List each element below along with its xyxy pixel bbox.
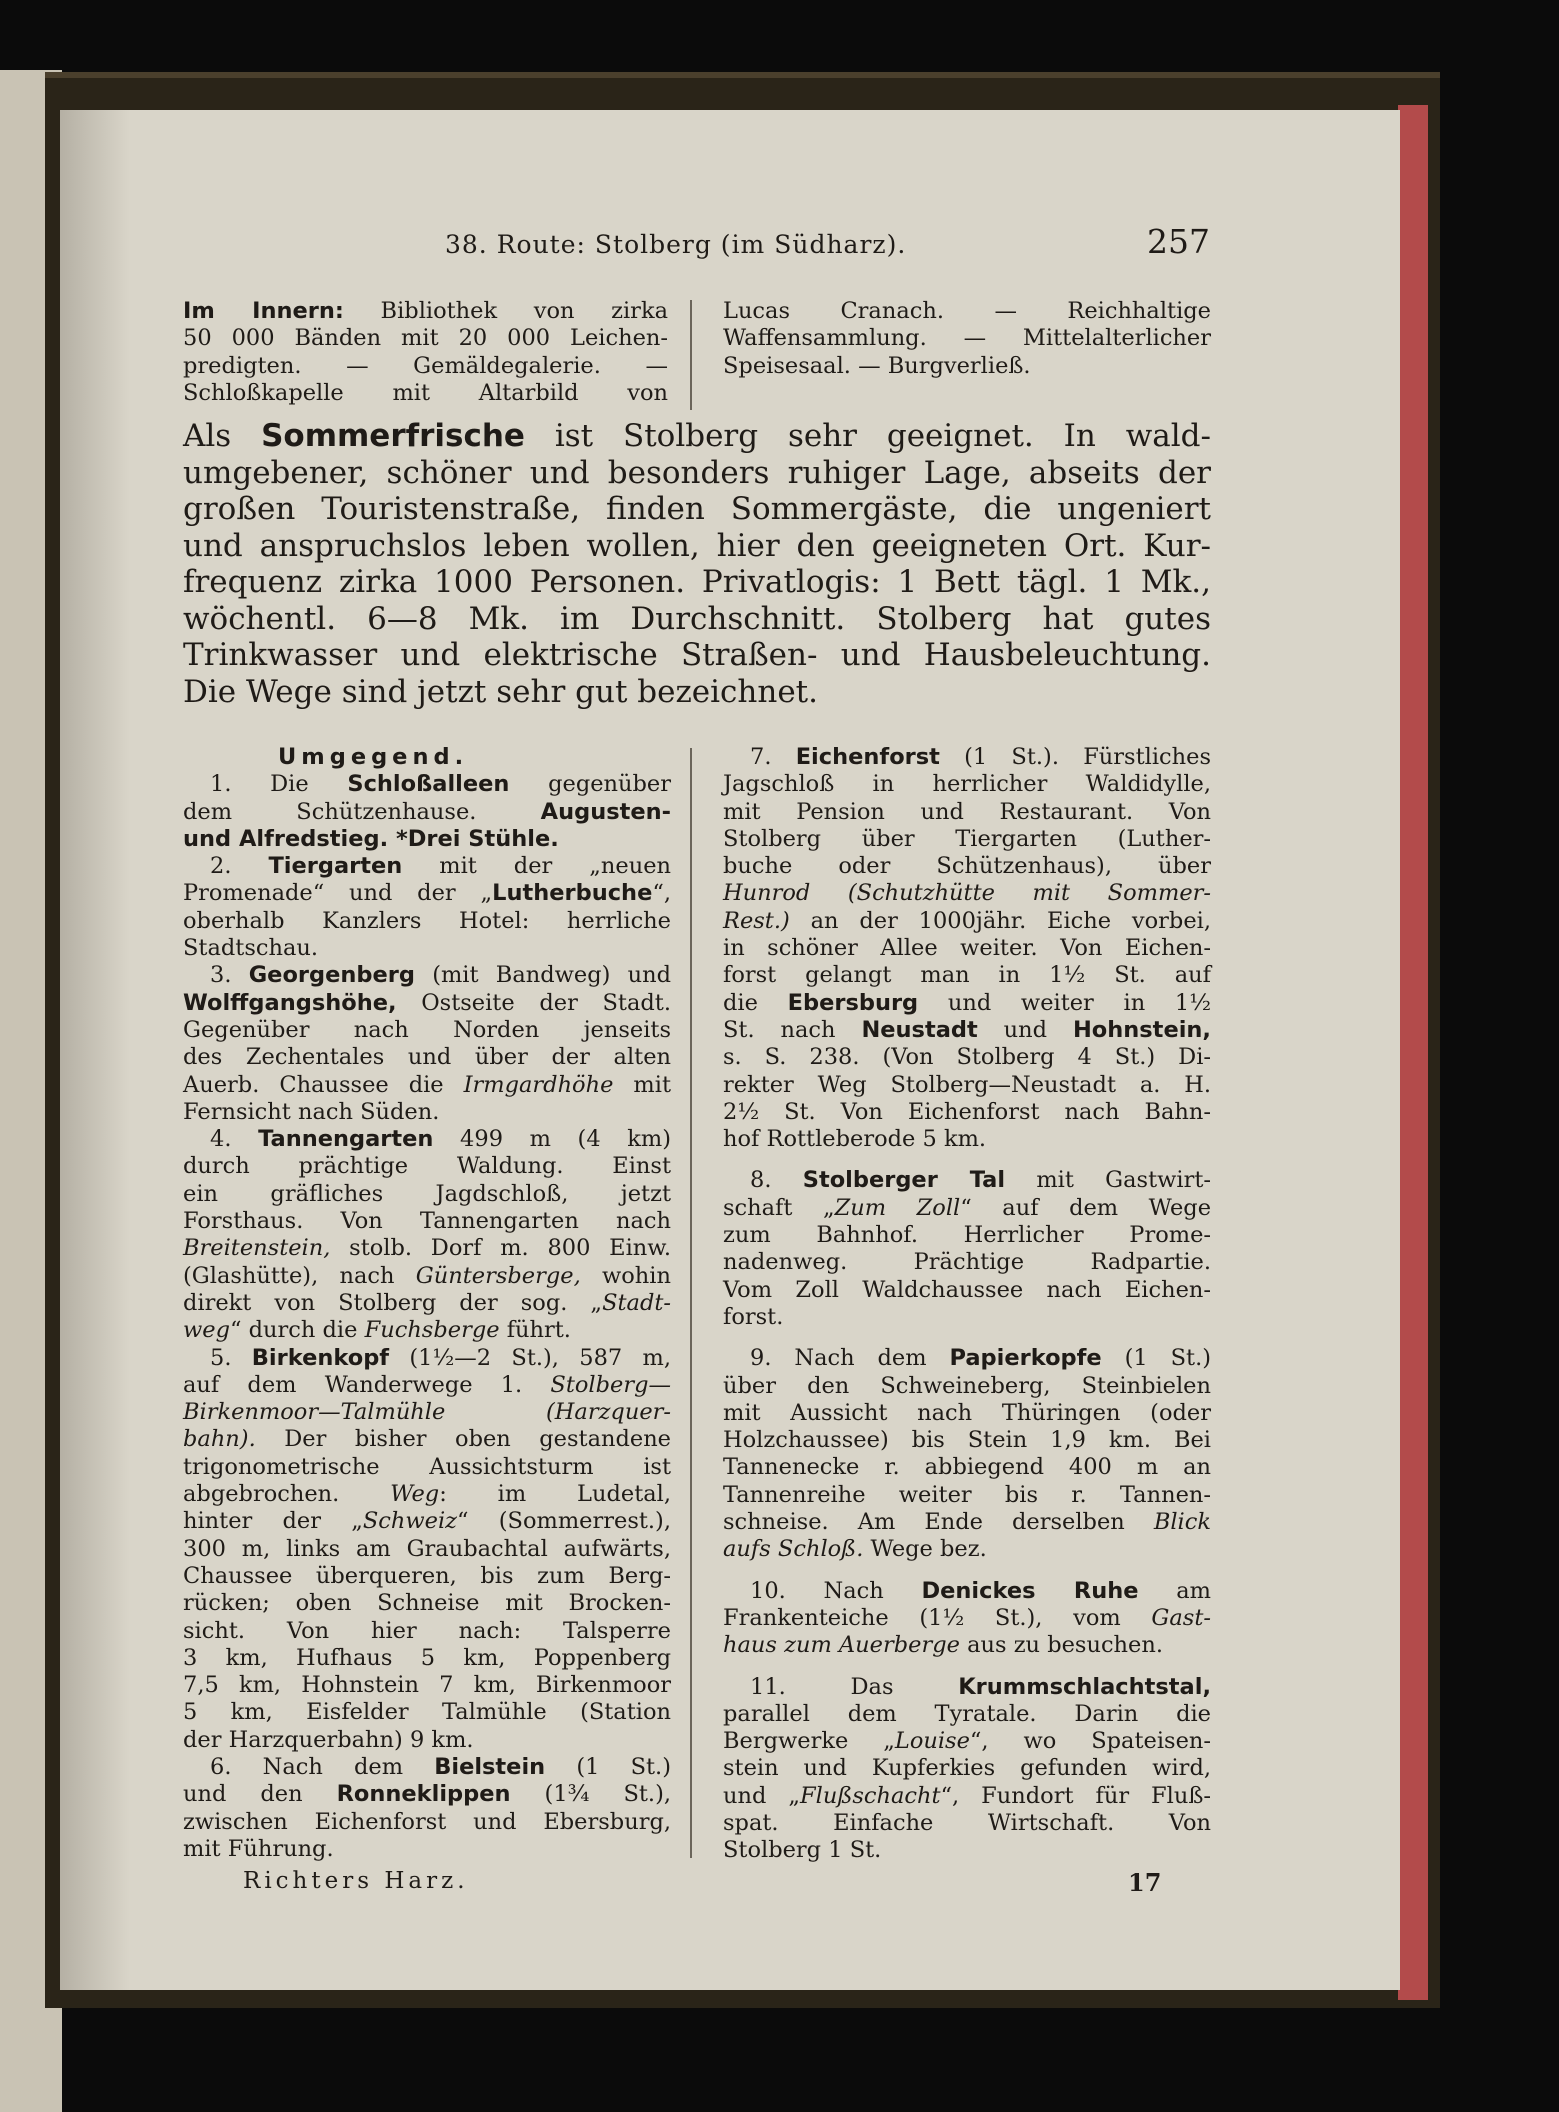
italic-text: Gast- <box>1151 1604 1211 1631</box>
line-text: oberhalb Kanzlers Hotel: herrliche <box>183 907 671 934</box>
right-column <box>723 744 1211 1865</box>
line-text: “, wo Spateisen- <box>969 1728 1211 1755</box>
line-text: Tannenreihe weiter bis r. Tannen- <box>723 1481 1211 1508</box>
top-left-column <box>183 298 668 407</box>
line-text: Frankenteiche (1½ St.), vom <box>723 1604 1152 1631</box>
text-line <box>183 1754 671 1781</box>
paragraph-line <box>183 674 1211 711</box>
line-text: stein und Kupferkies gefunden wird, <box>723 1755 1211 1782</box>
line-text: trigonometrische Aussichtsturm ist <box>183 1453 671 1480</box>
line-text: Stolberg über Tiergarten (Luther- <box>723 825 1211 852</box>
main-paragraph <box>183 418 1211 710</box>
text-line <box>723 880 1211 907</box>
line-text: wohin <box>580 1262 671 1289</box>
line-text: Vom Zoll Waldchaussee nach Eichen- <box>723 1276 1211 1303</box>
line-text: St. nach <box>723 1016 862 1043</box>
line-text: spat. Einfache Wirtschaft. Von <box>723 1809 1211 1836</box>
line-text: Die Wege sind jetzt sehr gut bezeichnet. <box>183 673 818 710</box>
italic-text: Weg <box>390 1481 440 1508</box>
text-line <box>183 1781 671 1808</box>
place-name: Papierkopfe <box>949 1345 1102 1372</box>
text-line <box>723 1783 1211 1810</box>
line-text: und <box>977 1016 1073 1043</box>
text-line <box>723 1044 1211 1071</box>
text-line <box>183 853 671 880</box>
text-line <box>183 1563 671 1590</box>
text-line <box>723 799 1211 826</box>
text-line <box>183 1426 671 1453</box>
lead-term: Im Innern: <box>183 298 344 324</box>
text-line <box>723 1837 1211 1864</box>
place-name: Eichenforst <box>795 744 940 770</box>
text-line <box>723 853 1211 880</box>
text-line <box>183 1290 671 1317</box>
line-text: mit <box>613 1071 671 1098</box>
line-text: 499 m (4 km) <box>433 1126 671 1153</box>
text-line <box>183 1317 671 1344</box>
line-text: Als <box>183 418 262 454</box>
line-text: hof Rottleberode 5 km. <box>723 1126 987 1153</box>
place-name: Neustadt <box>861 1016 978 1043</box>
line-text: 1. Die <box>210 771 348 798</box>
line-text: mit Aussicht nach Thüringen (oder <box>723 1399 1211 1426</box>
top-right-column <box>723 298 1211 380</box>
line-text: stolb. Dorf m. 800 Einw. <box>330 1235 671 1262</box>
line-text: Jagschloß in herrlicher Waldidylle, <box>723 771 1211 798</box>
line-text: rücken; oben Schneise mit Brocken- <box>183 1590 671 1617</box>
italic-text: Stolberg— <box>550 1371 671 1398</box>
place-name: Bielstein <box>434 1753 546 1780</box>
line-text: 300 m, links am Graubachtal aufwärts, <box>183 1535 671 1562</box>
page-gutter <box>60 110 130 1990</box>
text-line <box>723 1674 1211 1701</box>
text-line <box>183 1072 671 1099</box>
place-name: Tiergarten <box>268 853 403 880</box>
text-line <box>183 1017 671 1044</box>
text-line <box>183 1208 671 1235</box>
text-line <box>183 1508 671 1535</box>
highlight-term: Sommerfrische <box>261 418 525 454</box>
line-text: 4. <box>210 1126 259 1153</box>
text-line <box>183 1099 671 1126</box>
page-header <box>180 222 1210 262</box>
text-line <box>183 1672 671 1699</box>
line-text: (1 St.). Fürstliches <box>939 744 1211 770</box>
text-line <box>723 1017 1211 1044</box>
paragraph-line <box>183 601 1211 638</box>
text-line <box>183 990 671 1017</box>
line-text: mit Führung. <box>183 1835 334 1862</box>
line-text: 2. <box>210 853 269 880</box>
line-text: schneise. Am Ende derselben <box>723 1509 1154 1536</box>
line-text: umgebener, schöner und besonders ruhiger Lage, abseits der <box>183 454 1211 491</box>
line-text: über den Schweineberg, Steinbielen <box>723 1372 1211 1399</box>
line-text: “, <box>652 880 671 907</box>
page-edge-red <box>1398 105 1428 2000</box>
paragraph-line <box>183 491 1211 528</box>
paragraph-line <box>183 637 1211 674</box>
text-line <box>183 908 671 935</box>
text-line <box>183 1235 671 1262</box>
line-text: “ (Sommerrest.), <box>457 1508 671 1535</box>
text-line: Waffensammlung. — Mittelalterlicher <box>723 325 1211 352</box>
text-line <box>183 1126 671 1153</box>
line-text: und den <box>183 1781 337 1808</box>
text-line: Lucas Cranach. — Reichhaltige <box>723 298 1211 324</box>
text-line <box>723 1072 1211 1099</box>
text-line <box>723 826 1211 853</box>
line-text: schaft „ <box>723 1194 835 1221</box>
line-text: nadenweg. Prächtige Radpartie. <box>723 1249 1211 1276</box>
text-line <box>183 935 671 962</box>
paragraph-line <box>183 564 1211 601</box>
line-text: an der 1000jähr. Eiche vorbei, <box>789 907 1211 934</box>
text-line <box>723 1701 1211 1728</box>
italic-text: Hunrod (Schutzhütte mit Sommer- <box>723 880 1211 907</box>
running-head: 38. Route: Stolberg (im Südharz). <box>445 230 907 259</box>
line-text: ein gräfliches Jagdschloß, jetzt <box>183 1180 671 1207</box>
line-text: (mit Bandweg) und <box>414 962 672 989</box>
place-name: Schloßalleen <box>347 771 510 798</box>
paragraph-line <box>183 528 1211 565</box>
text-line <box>723 1249 1211 1276</box>
line-text: führt. <box>499 1317 571 1344</box>
text-line <box>183 880 671 907</box>
line-text: 3. <box>210 962 249 989</box>
line-text: (1 St.) <box>545 1753 671 1780</box>
line-text: und anspruchslos leben wollen, hier den geeigneten Ort. Kur- <box>183 527 1211 564</box>
line-text: 11. Das <box>750 1673 959 1700</box>
line-text: ist Stolberg sehr geeignet. In wald- <box>524 418 1211 454</box>
line-text: dem Schützenhause. <box>183 798 541 825</box>
line-text: 8. <box>750 1167 803 1194</box>
line-text: Chaussee überqueren, bis zum Berg- <box>183 1562 671 1589</box>
line-text: “ auf dem Wege <box>960 1194 1212 1221</box>
line-text: mit Pension und Restaurant. Von <box>723 798 1211 825</box>
text-line <box>723 1427 1211 1454</box>
text-line <box>183 826 671 853</box>
text-line <box>723 1400 1211 1427</box>
footer-signature: Richters Harz. <box>243 1868 469 1894</box>
column-rule-bottom <box>690 748 692 1858</box>
line-text: durch prächtige Waldung. Einst <box>183 1153 671 1180</box>
line-text: aus zu besuchen. <box>959 1632 1163 1659</box>
text-line <box>723 744 1211 771</box>
line-text: Der bisher oben gestandene <box>255 1426 671 1453</box>
line-text: Schloßkapelle mit Altarbild von <box>183 379 668 406</box>
line-text: großen Touristenstraße, finden Sommergäste, die ungeniert <box>183 491 1211 527</box>
place-name: Ronneklippen <box>336 1781 511 1808</box>
text-line <box>723 1578 1211 1605</box>
text-line <box>183 1618 671 1645</box>
text-line <box>183 1536 671 1563</box>
text-line <box>183 1590 671 1617</box>
line-text: und weiter in 1½ <box>918 989 1211 1016</box>
place-name: Georgenberg <box>248 962 415 989</box>
line-text: “, Fundort für Fluß- <box>940 1782 1211 1809</box>
place-name: Lutherbuche <box>492 880 653 907</box>
place-name: Krummschlachtstal, <box>958 1673 1211 1700</box>
text-line <box>723 1345 1211 1372</box>
italic-text: Fuchsberge <box>364 1317 500 1344</box>
line-text: wöchentl. 6—8 Mk. im Durchschnitt. Stolberg hat gutes <box>183 600 1211 637</box>
left-column <box>183 744 671 1863</box>
line-text: predigten. — Gemäldegalerie. — <box>183 352 668 379</box>
line-text: buche oder Schützenhaus), über <box>723 853 1211 880</box>
text-line <box>183 1481 671 1508</box>
line-text: Auerb. Chaussee die <box>183 1071 464 1098</box>
text-line <box>723 908 1211 935</box>
line-text: Gegenüber nach Norden jenseits <box>183 1016 671 1043</box>
text-line <box>183 1809 671 1836</box>
text-line <box>183 380 668 407</box>
line-text: und „ <box>723 1782 801 1809</box>
italic-text: Stadt- <box>602 1289 671 1316</box>
text-line <box>723 962 1211 989</box>
line-text: (Glashütte), nach <box>183 1262 416 1289</box>
text-line <box>723 1536 1211 1563</box>
text-line: Speisesaal. — Burgverließ. <box>723 352 1031 379</box>
italic-text: Flußschacht <box>800 1782 941 1809</box>
italic-text: Güntersberge, <box>415 1262 581 1289</box>
page-number: 257 <box>1147 222 1210 261</box>
text-line <box>723 1167 1211 1194</box>
place-name: und Alfredstieg. *Drei Stühle. <box>183 825 559 852</box>
place-name: Denickes Ruhe <box>921 1577 1139 1604</box>
line-text: der Harzquerbahn) 9 km. <box>183 1726 474 1753</box>
text-line <box>723 1810 1211 1837</box>
text-line <box>723 1195 1211 1222</box>
text-line <box>183 1454 671 1481</box>
line-text: Stadtschau. <box>183 935 319 962</box>
line-text: des Zechentales und über der alten <box>183 1044 671 1071</box>
line-text: forst. <box>723 1303 784 1330</box>
italic-text: haus zum Auerberge <box>723 1632 960 1659</box>
text-line <box>723 771 1211 798</box>
line-text: : im Ludetal, <box>439 1481 671 1508</box>
line-text: Ostseite der Stadt. <box>396 989 671 1016</box>
text-line <box>723 1099 1211 1126</box>
place-name: Stolberger Tal <box>802 1167 1006 1194</box>
text-line <box>183 962 671 989</box>
line-text: frequenz zirka 1000 Personen. Privatlogis: 1 Bett tägl. 1 Mk., <box>183 564 1211 600</box>
text-line <box>183 298 668 325</box>
line-text: 10. Nach <box>750 1577 922 1604</box>
paragraph-line <box>183 418 1211 455</box>
line-text: parallel dem Tyratale. Darin die <box>723 1700 1211 1727</box>
line-text: Stolberg 1 St. <box>723 1837 882 1864</box>
text-line <box>723 1126 1211 1153</box>
line-text: in schöner Allee weiter. Von Eichen- <box>723 935 1211 962</box>
line-text: die <box>723 989 788 1016</box>
italic-text: Schweiz <box>362 1508 458 1535</box>
place-name: Ebersburg <box>787 989 919 1016</box>
line-text: mit der „neuen <box>402 853 671 880</box>
line-text: 6. Nach dem <box>210 1753 435 1780</box>
place-name: Augusten- <box>540 798 671 825</box>
line-text: zwischen Eichenforst und Ebersburg, <box>183 1808 671 1835</box>
line-text: forst gelangt man in 1½ St. auf <box>723 962 1211 989</box>
line-text: Trinkwasser und elektrische Straßen- und Hausbeleuchtung. <box>183 637 1211 673</box>
line-text: rekter Weg Stolberg—Neustadt a. H. <box>723 1071 1211 1098</box>
italic-text: Irmgardhöhe <box>463 1071 614 1098</box>
text-line <box>723 1605 1211 1632</box>
italic-text: Louise <box>894 1728 970 1755</box>
footer-sheet-number: 17 <box>1128 1868 1162 1897</box>
text-line <box>183 1836 671 1863</box>
line-text: s. S. 238. (Von Stolberg 4 St.) Di- <box>723 1044 1211 1071</box>
italic-text: Birkenmoor—Talmühle (Harzquer- <box>183 1399 671 1426</box>
italic-text: Rest.) <box>723 907 790 934</box>
line-text: Holzchaussee) bis Stein 1,9 km. Bei <box>723 1427 1211 1454</box>
text-line <box>183 1181 671 1208</box>
line-text: hinter der „ <box>183 1508 363 1535</box>
text-line <box>183 1645 671 1672</box>
text-line <box>723 1728 1211 1755</box>
line-text: 7. <box>750 744 796 770</box>
italic-text: bahn). <box>183 1426 256 1453</box>
text-line <box>183 771 671 798</box>
line-text: am <box>1138 1577 1211 1604</box>
text-line <box>183 1044 671 1071</box>
line-text: 2½ St. Von Eichenforst nach Bahn- <box>723 1098 1211 1125</box>
line-text: 50 000 Bänden mit 20 000 Leichen- <box>183 325 668 352</box>
text-line <box>723 1755 1211 1782</box>
text-line <box>723 935 1211 962</box>
line-text: Promenade“ und der „ <box>183 880 493 907</box>
place-name: Birkenkopf <box>251 1344 390 1371</box>
italic-text: Breitenstein, <box>183 1235 331 1262</box>
line-text: sicht. Von hier nach: Talsperre <box>183 1617 671 1644</box>
line-text: 3 km, Hufhaus 5 km, Poppenberg <box>183 1644 671 1671</box>
italic-text: weg <box>183 1317 230 1344</box>
line-text: Wege bez. <box>863 1536 987 1563</box>
line-text: abgebrochen. <box>183 1481 391 1508</box>
text-line <box>183 799 671 826</box>
text-line <box>183 1399 671 1426</box>
line-text: 9. Nach dem <box>750 1345 950 1372</box>
text-line <box>183 1153 671 1180</box>
text-line <box>723 1277 1211 1304</box>
line-text: Fernsicht nach Süden. <box>183 1098 440 1125</box>
italic-text: Blick <box>1153 1509 1211 1536</box>
text-line <box>723 990 1211 1017</box>
line-text: (1¾ St.), <box>510 1781 671 1808</box>
text-line <box>723 1373 1211 1400</box>
paragraph-line <box>183 455 1211 492</box>
text-line <box>183 353 668 380</box>
line-text: mit Gastwirt- <box>1005 1167 1211 1194</box>
text-line <box>723 1632 1211 1659</box>
line-text: direkt von Stolberg der sog. „ <box>183 1289 603 1316</box>
line-text: gegenüber <box>509 771 672 798</box>
line-text: Bibliothek von zirka <box>343 298 668 324</box>
column-rule-top <box>690 300 692 410</box>
italic-text: aufs Schloß. <box>723 1536 864 1563</box>
text-line <box>723 1482 1211 1509</box>
line-text: auf dem Wanderwege 1. <box>183 1371 551 1398</box>
text-line <box>183 1727 671 1754</box>
text-line <box>723 1222 1211 1249</box>
text-line <box>183 325 668 352</box>
text-line <box>723 1454 1211 1481</box>
text-line <box>183 1372 671 1399</box>
text-line <box>183 1263 671 1290</box>
text-line <box>183 1345 671 1372</box>
place-name: Tannengarten <box>258 1126 434 1153</box>
place-name: Wolffgangshöhe, <box>183 989 397 1016</box>
line-text: (1 St.) <box>1101 1345 1211 1372</box>
line-text: Tannenecke r. abbiegend 400 m an <box>723 1454 1211 1481</box>
line-text: Bergwerke „ <box>723 1728 895 1755</box>
line-text: 5 km, Eisfelder Talmühle (Station <box>183 1699 671 1726</box>
text-line <box>723 1304 1211 1331</box>
line-text: 5. <box>210 1344 252 1371</box>
line-text: “ durch die <box>229 1317 365 1344</box>
line-text: Forsthaus. Von Tannengarten nach <box>183 1208 671 1235</box>
line-text: (1½—2 St.), 587 m, <box>389 1344 672 1371</box>
place-name: Hohnstein, <box>1072 1016 1211 1043</box>
section-heading: Umgegend. <box>278 744 469 770</box>
italic-text: Zum Zoll <box>834 1194 961 1221</box>
text-line <box>183 1699 671 1726</box>
line-text: zum Bahnhof. Herrlicher Prome- <box>723 1222 1211 1249</box>
text-line <box>723 1509 1211 1536</box>
line-text: 7,5 km, Hohnstein 7 km, Birkenmoor <box>183 1672 671 1699</box>
